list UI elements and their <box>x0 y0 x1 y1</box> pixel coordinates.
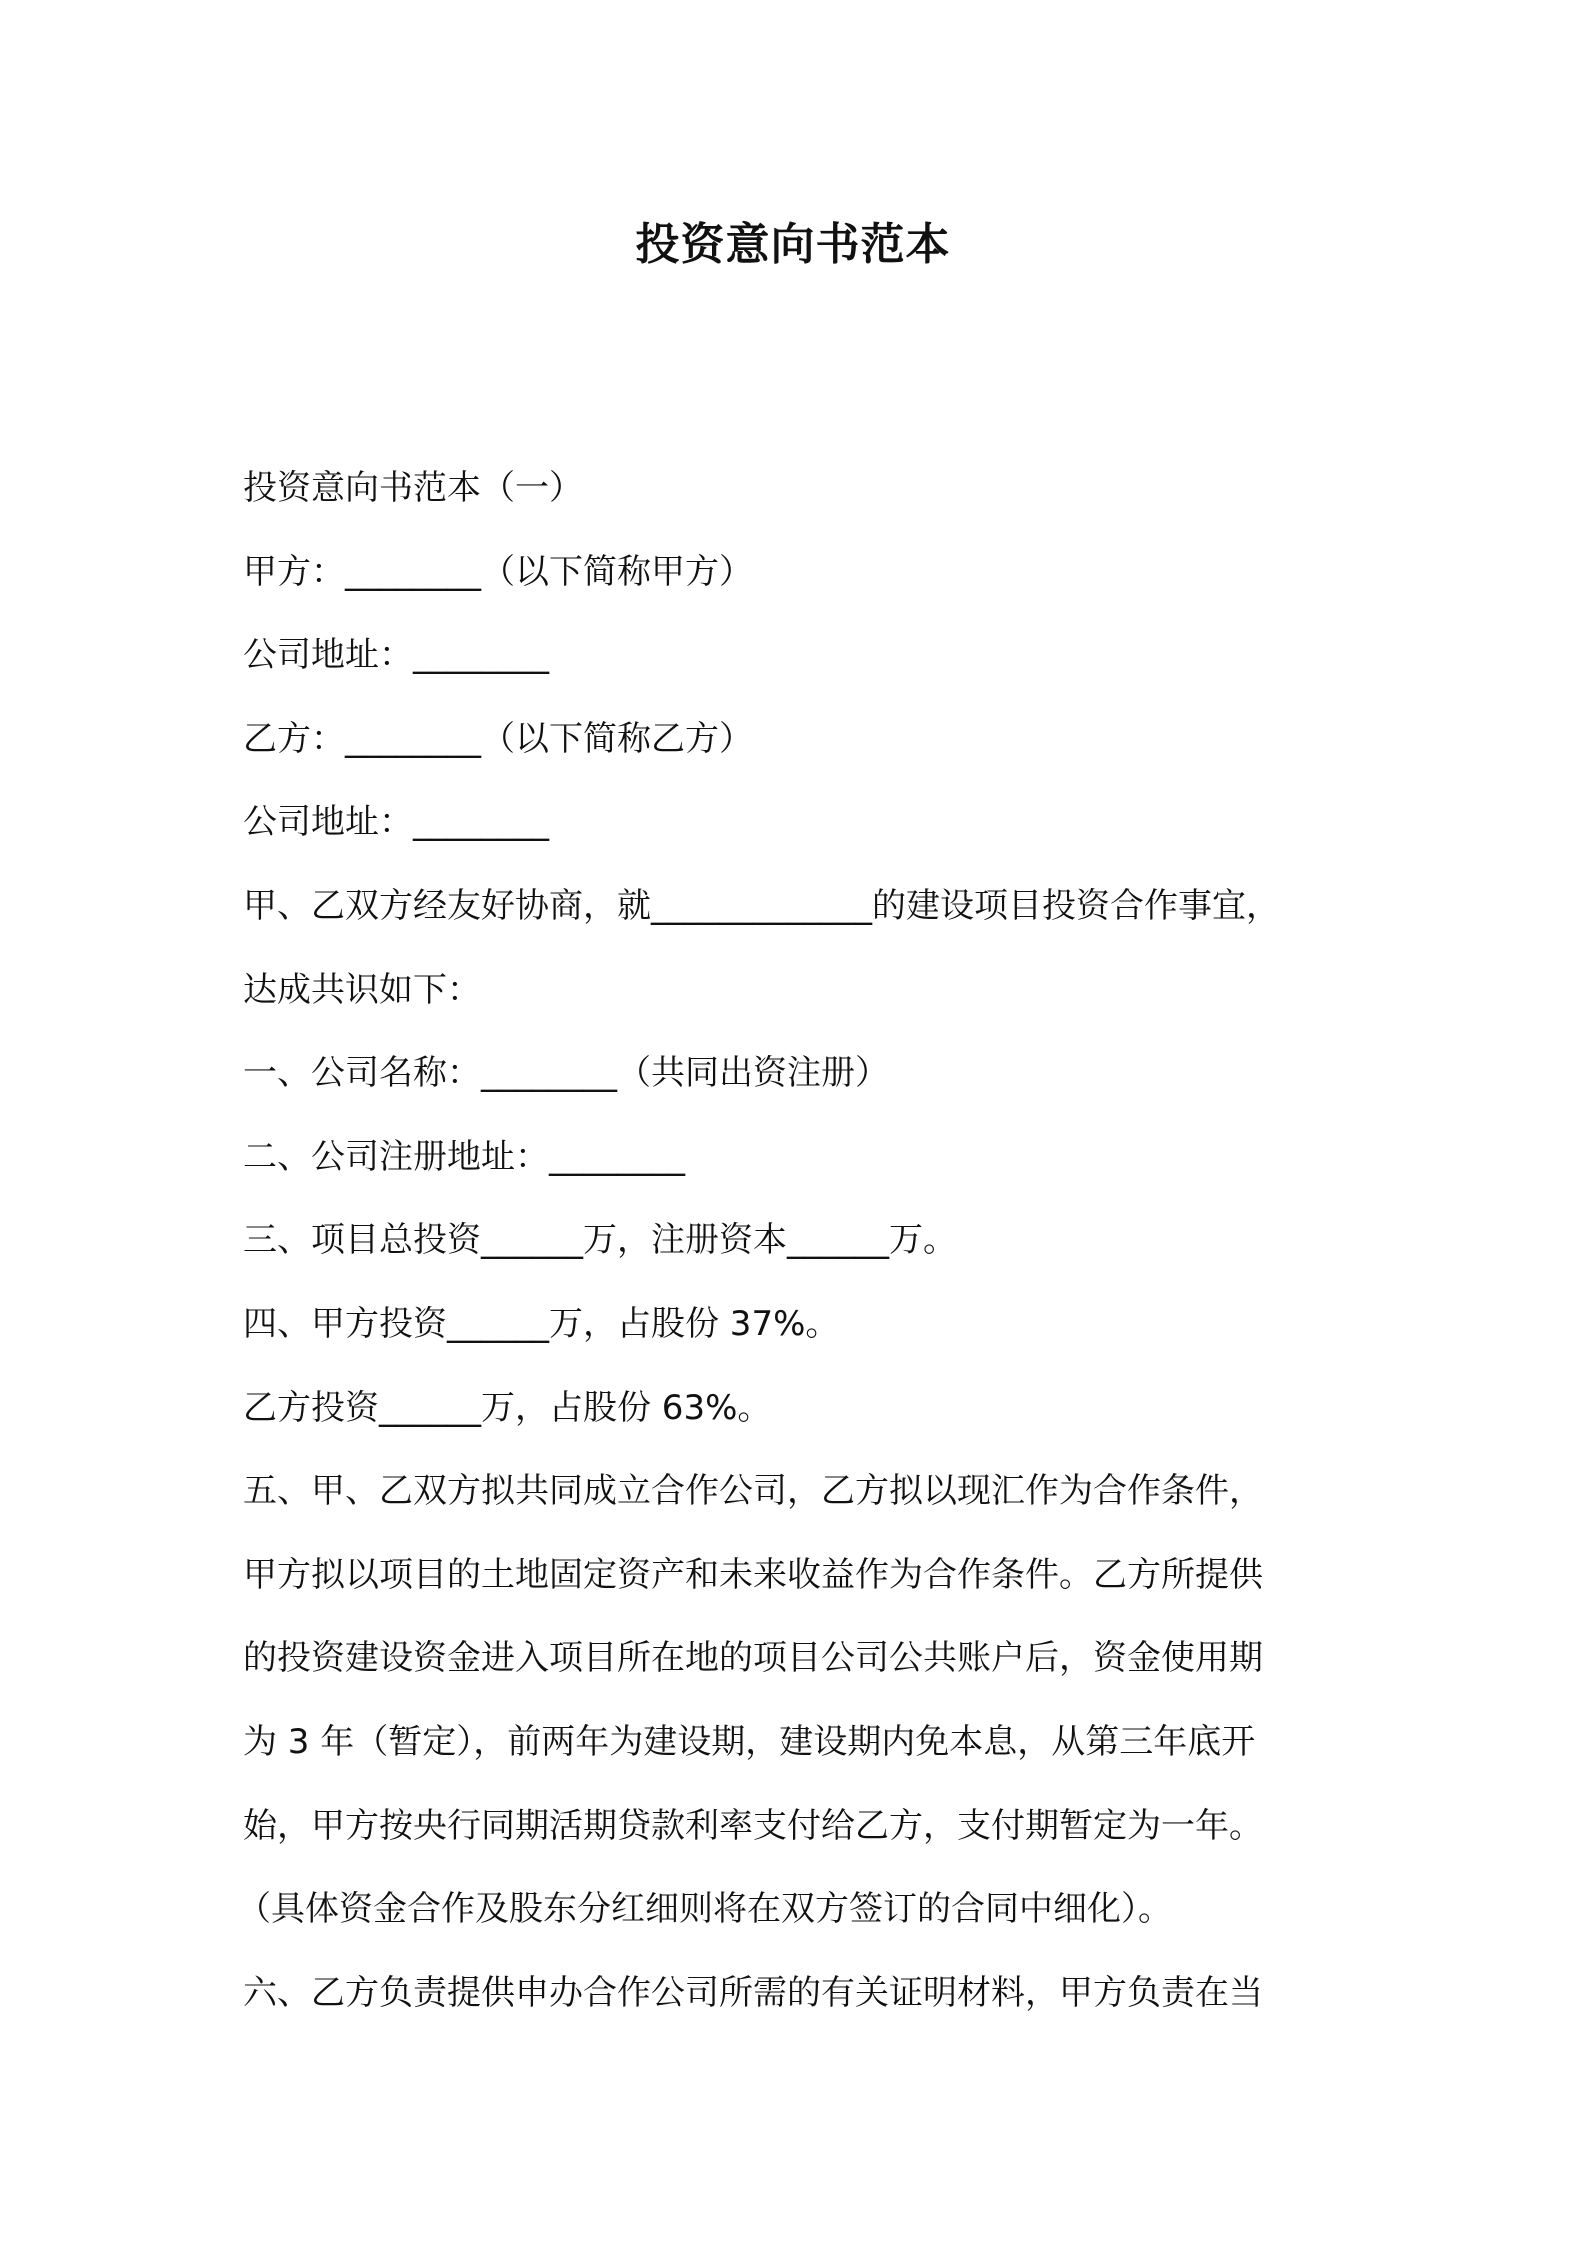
paragraph-line: 甲方拟以项目的土地固定资产和未来收益作为合作条件。乙方所提供 <box>243 1554 1263 1595</box>
paragraph-line: 始，甲方按央行同期活期贷款利率支付给乙方，支付期暂定为一年。 <box>243 1805 1263 1846</box>
clause-party-a-investment: 四、甲方投资______万，占股份 37%。 <box>243 1303 840 1344</box>
document-title: 投资意向书范本 <box>635 219 951 270</box>
paragraph-line: 的投资建设资金进入项目所在地的项目公司公共账户后，资金使用期 <box>243 1638 1263 1679</box>
party-a-address-line: 公司地址：________ <box>243 635 549 676</box>
clause-company-name: 一、公司名称：________（共同出资注册） <box>243 1053 889 1094</box>
paragraph-line: 六、乙方负责提供申办合作公司所需的有关证明材料，甲方负责在当 <box>243 1972 1263 2013</box>
clause-party-b-investment: 乙方投资______万，占股份 63%。 <box>243 1387 772 1428</box>
paragraph-line: 为 3 年（暂定），前两年为建设期，建设期内免本息，从第三年底开 <box>243 1721 1256 1762</box>
section-heading: 投资意向书范本（一） <box>243 468 583 508</box>
paragraph-line: 甲、乙双方经友好协商，就_____________的建设项目投资合作事宜， <box>243 885 1280 926</box>
party-a-line: 甲方：________（以下简称甲方） <box>243 551 753 592</box>
paragraph-line: 五、甲、乙双方拟共同成立合作公司，乙方拟以现汇作为合作条件， <box>243 1471 1263 1512</box>
document-body <box>237 447 1358 2035</box>
paragraph-line: （具体资金合作及股东分红细则将在双方签订的合同中细化）。 <box>237 1889 1172 1930</box>
clause-total-investment: 三、项目总投资______万，注册资本______万。 <box>243 1220 957 1261</box>
party-b-line: 乙方：________（以下简称乙方） <box>243 718 753 759</box>
paragraph-line: 达成共识如下： <box>243 969 481 1010</box>
party-b-address-line: 公司地址：________ <box>243 802 549 843</box>
clause-company-address: 二、公司注册地址：________ <box>243 1136 685 1177</box>
